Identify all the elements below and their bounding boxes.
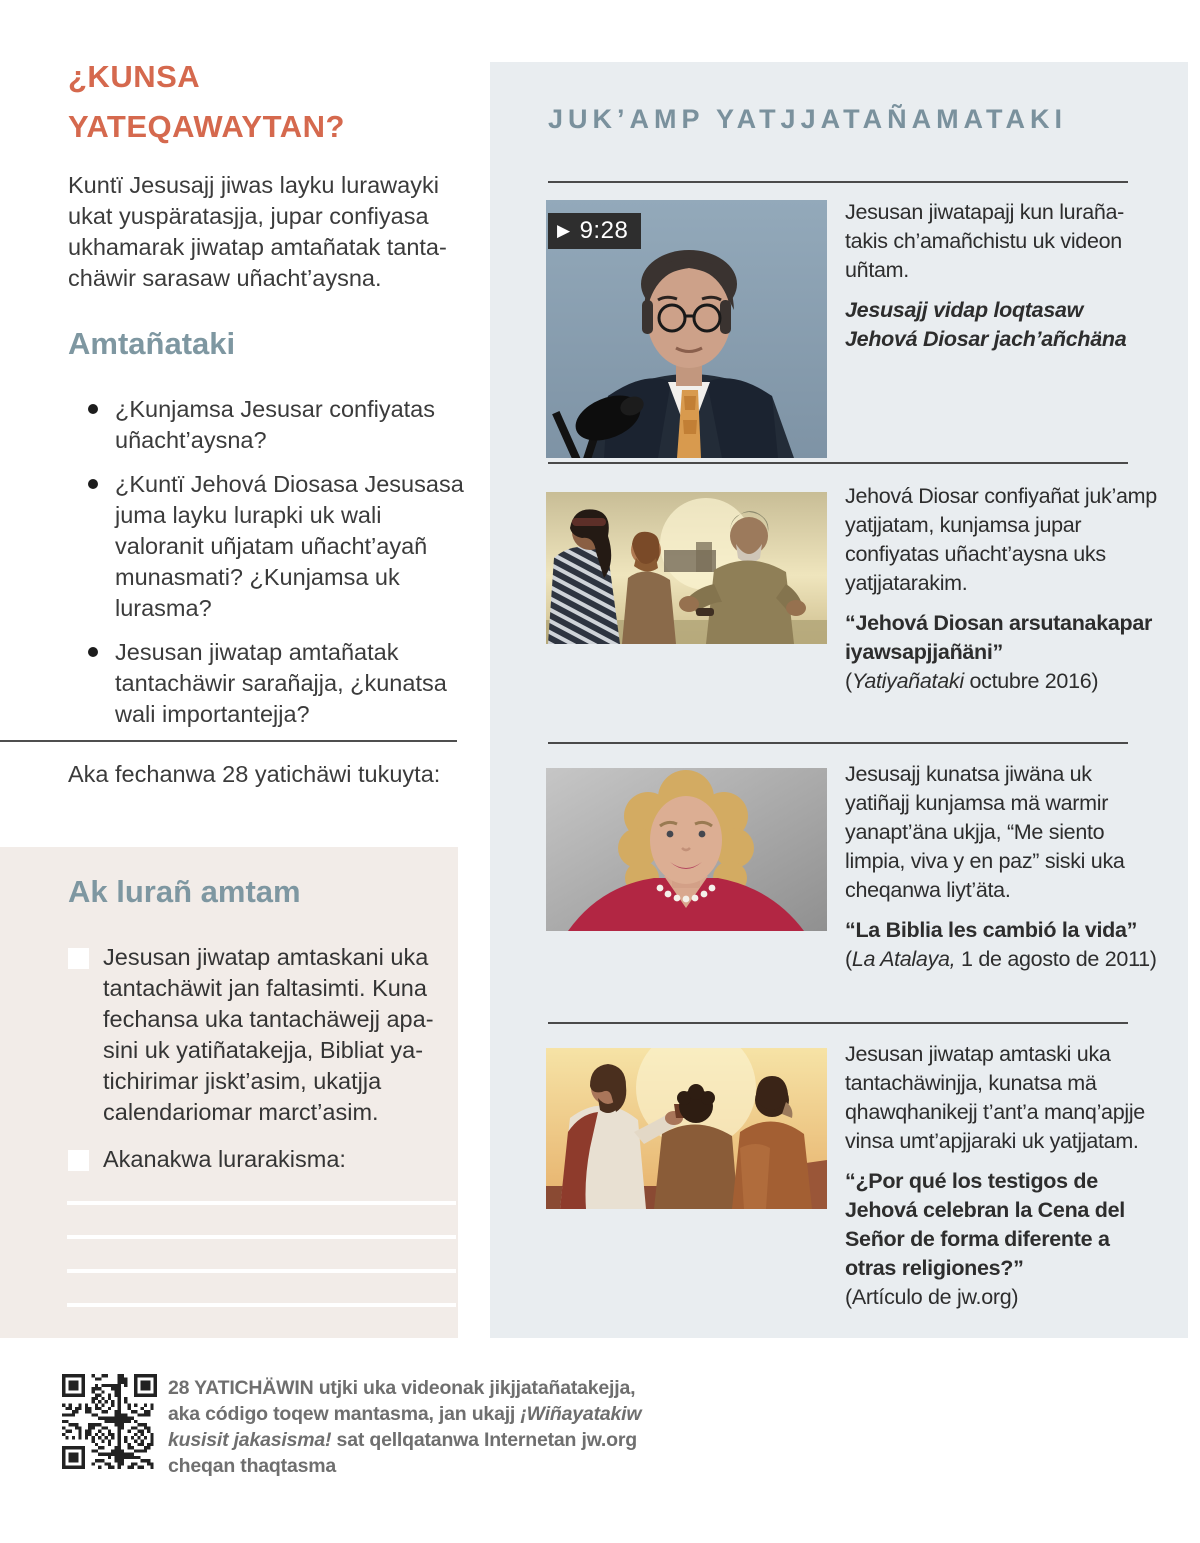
article-source: [845, 945, 1157, 974]
source-italic: La Atalaya,: [851, 947, 956, 971]
learn-more-panel: [490, 62, 1188, 1338]
lords-evening-meal-illustration: [546, 1048, 827, 1209]
goal-text: ¿Kunjamsa Jesusar confiyatas uñacht’aysna?: [115, 396, 436, 453]
source-italic: Yatiyañataki: [851, 669, 964, 693]
action-plan-panel: [0, 847, 458, 1338]
article-title: “¿Por qué los testigos de Jehová celebran la Cena del Señor de forma diferente a otras religiones?”: [845, 1169, 1125, 1280]
section-body: Jesusajj kunatsa jiwäna uk yatiñajj kunjamsa mä warmir yanapt’äna ukjja, “Me siento limpia, viva y en paz” siski uka cheqanwa liyt’äta.: [845, 762, 1125, 902]
answer-line[interactable]: [67, 1269, 456, 1273]
answer-line[interactable]: [67, 1235, 456, 1239]
source-text: (: [845, 669, 852, 693]
list-item: [88, 469, 470, 624]
goals-heading: Amtañataki: [68, 326, 236, 361]
goal-text: Jesusan jiwatap amtañatak tantachäwir sarañajja, ¿kunatsa wali importantejja?: [115, 639, 447, 727]
source-text: (: [845, 947, 852, 971]
left-divider: [0, 740, 457, 742]
qr-caption: [168, 1375, 646, 1479]
goal-text: ¿Kuntï Jehová Diosasa Jesusasa juma layku lurapki uk wali valoranit uñjatam uñacht’ayañ munasmati? ¿Kunjamsa uk lurasma?: [115, 471, 464, 621]
qr-caption-text: sat qellqatanwa Internetan jw.org cheqan thaqtasma: [168, 1429, 637, 1477]
qr-caption-text: 28 YATICHÄWIN utjki uka videonak jikjjatañatakejja, aka código toqew mantasma, jan ukajj: [168, 1377, 636, 1425]
article-image: [546, 768, 827, 931]
qr-caption-italic: ¡Wiñayatakiw kusisit jakasisma!: [168, 1403, 642, 1451]
section-body: Jesusan jiwatap amtaski uka tantachäwinjja, kunatsa mä qhawqhanikejj t’ant’a manq’apjje vinsa umt’apjjaraki uk yatjjatam.: [845, 1042, 1145, 1153]
article-image: [546, 1048, 827, 1209]
section-divider: [548, 742, 1128, 744]
play-icon: ▶: [557, 221, 571, 240]
answer-line[interactable]: [67, 1201, 456, 1205]
section-body: Jesusan jiwatapajj kun lurañatakis ch’amañchistu uk videon uñtam.: [845, 200, 1125, 282]
task-text: Akanakwa lurarakisma:: [103, 1146, 346, 1172]
smiling-woman-photo: [546, 768, 827, 931]
task-checkbox[interactable]: [68, 948, 89, 969]
article-title: “Jehová Diosan arsutanakapar iyawsapjjañäni”: [845, 611, 1153, 664]
bible-scene-illustration: [546, 492, 827, 644]
section-body: Jehová Diosar confiyañat juk’amp yatjjatam, kunjamsa jupar confiyatas uñacht’aysna uks yatjjatarakim.: [845, 484, 1157, 595]
section-text: [845, 482, 1157, 707]
article-image: [546, 492, 827, 644]
article-source: [845, 1283, 1157, 1312]
list-item: [88, 394, 470, 456]
section-text: [845, 1040, 1157, 1323]
section-text: [845, 198, 1157, 365]
list-item: [88, 637, 470, 730]
article-title: “La Biblia les cambió la vida”: [845, 918, 1138, 942]
section-text: [845, 760, 1157, 985]
bullet-icon: [88, 647, 98, 657]
bullet-icon: [88, 404, 98, 414]
task-checkbox[interactable]: [68, 1150, 89, 1171]
video-duration: 9:28: [579, 217, 629, 244]
source-text: octubre 2016): [963, 669, 1099, 693]
schedule-note: Aka fechanwa 28 yatichäwi tukuyta:: [68, 761, 441, 787]
goals-list: [88, 394, 470, 743]
bullet-icon: [88, 479, 98, 489]
article-source: [845, 667, 1157, 696]
task-text: Jesusan jiwatap amtaskani uka tantachäwit jan faltasimti. Kuna fechansa uka tantachäwejj apasini uk yatiñatakejja, Bibliat yatichirimar jiskt’asim, ukatjja calendariomar marct’asim.: [103, 944, 434, 1125]
qr-code: [62, 1374, 157, 1469]
panel-heading: JUK’AMP YATJJATAÑAMATAKI: [548, 104, 1068, 134]
section-divider: [548, 181, 1128, 183]
answer-line[interactable]: [67, 1303, 456, 1307]
video-title: Jesusajj vidap loqtasaw Jehová Diosar jach’añchäna: [845, 298, 1127, 351]
section-divider: [548, 1022, 1128, 1024]
page-title: ¿KUNSA YATEQAWAYTAN?: [68, 59, 345, 144]
source-text: (Artículo de jw.org): [845, 1285, 1019, 1309]
section-divider: [548, 462, 1128, 464]
action-plan-heading: Ak lurañ amtam: [68, 874, 301, 909]
video-duration-badge[interactable]: [548, 213, 641, 249]
source-text: 1 de agosto de 2011): [955, 947, 1157, 971]
video-thumbnail[interactable]: [546, 200, 827, 458]
intro-paragraph: Kuntï Jesusajj jiwas layku lurawayki ukat yuspäratasjja, jupar confiyasa ukhamarak jiwatap amtañatak tantachäwir sarasaw uñacht’aysna.: [68, 172, 447, 291]
